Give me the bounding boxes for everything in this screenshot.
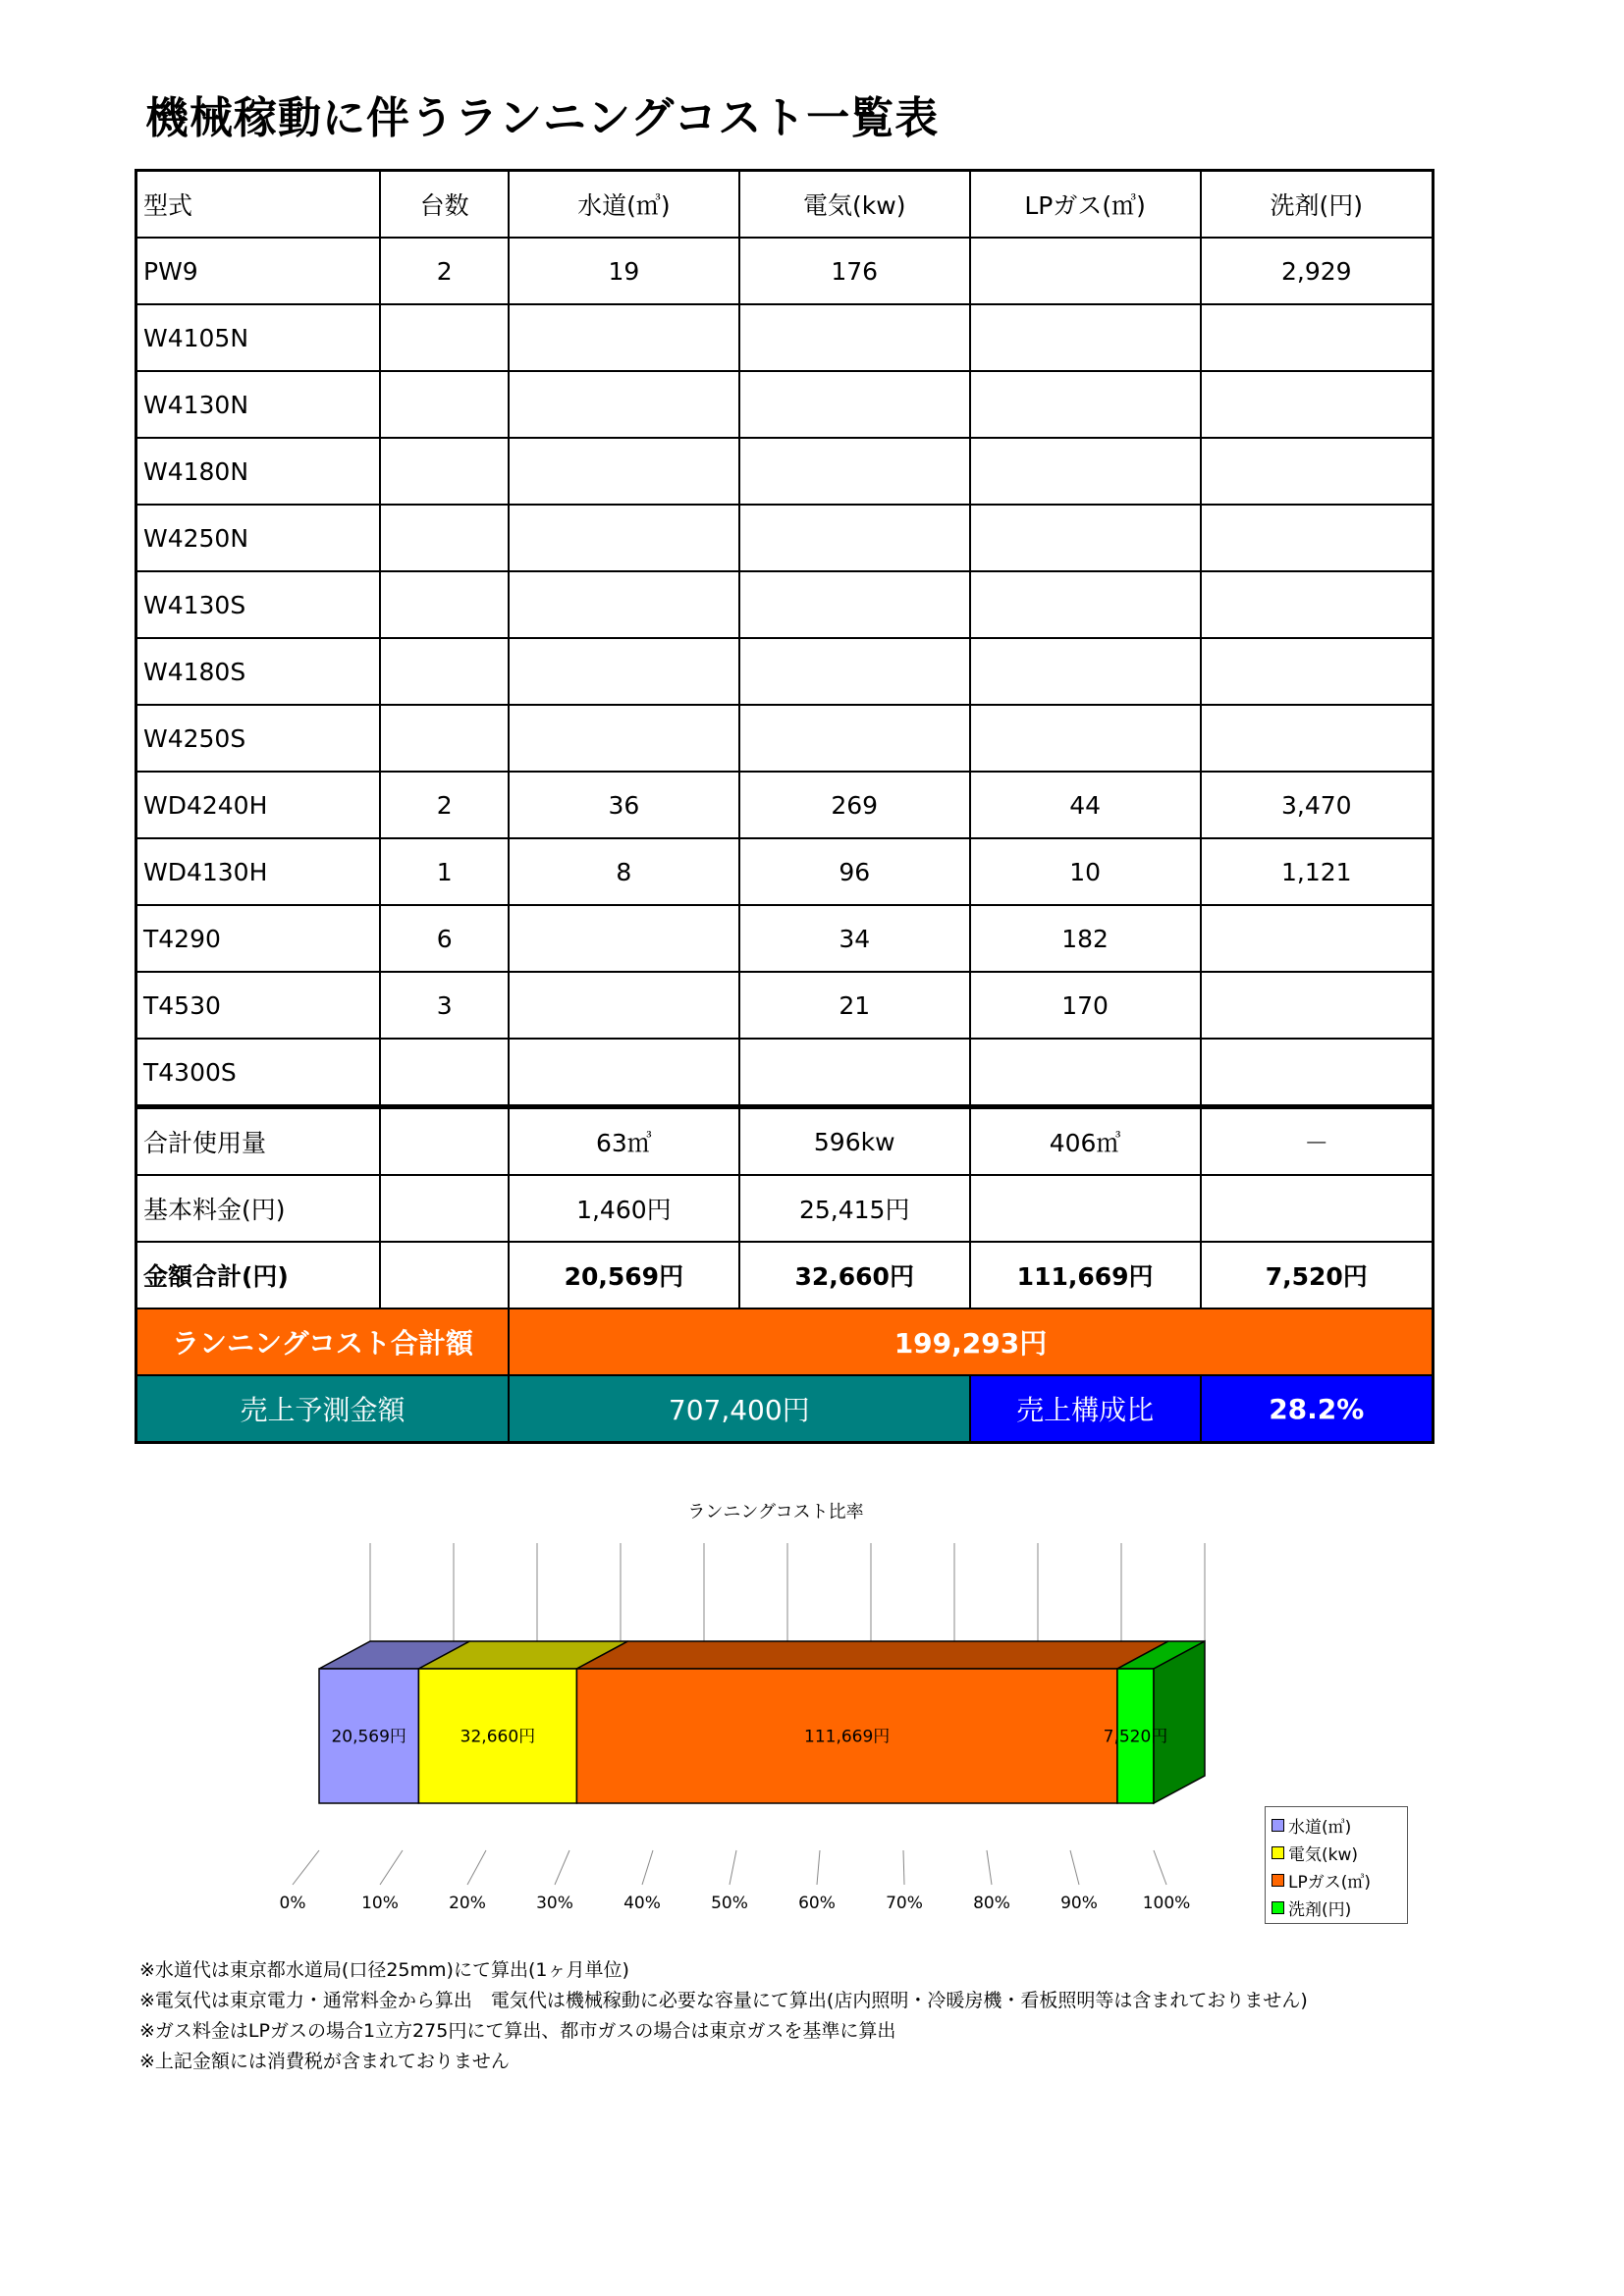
table-row [136,238,1434,304]
floor-gridline [293,1850,319,1885]
header-units: 台数 [380,171,508,239]
floor-gridline [730,1850,736,1885]
water-cell: 19 [509,238,739,304]
data-label: 7,520円 [1103,1727,1168,1747]
running-cost-label: ランニングコスト合計額 [136,1308,509,1375]
detergent-cell [1201,505,1434,571]
units-cell [380,371,508,438]
data-label: 32,660円 [460,1727,536,1747]
table-row [136,705,1434,772]
units-cell [380,438,508,505]
model-cell: W4130N [136,371,381,438]
tick-label: 80% [973,1894,1010,1913]
data-label: 111,669円 [804,1727,891,1747]
empty-cell [380,1242,508,1308]
header-model: 型式 [136,171,381,239]
base-fee-row [136,1175,1434,1242]
tick-label: 0% [279,1894,306,1913]
tick-label: 40% [623,1894,661,1913]
legend-swatch [1272,1874,1284,1887]
gas-cell [970,304,1201,371]
note-line: ※水道代は東京都水道局(口径25mm)にて算出(1ヶ月単位) [139,1959,629,1981]
water-cell [509,638,739,705]
water-cell [509,505,739,571]
sales-ratio-label: 売上構成比 [970,1375,1201,1443]
gas-cell [970,438,1201,505]
usage-row-electric: 596kw [739,1107,970,1176]
units-cell [380,1039,508,1107]
floor-gridline [817,1850,820,1885]
water-cell: 36 [509,772,739,838]
electric-cell [739,505,970,571]
detergent-cell [1201,438,1434,505]
electric-cell [739,705,970,772]
gas-cell: 10 [970,838,1201,905]
units-cell: 1 [380,838,508,905]
legend-item [1272,1811,1401,1839]
gas-cell: 182 [970,905,1201,972]
tick-label: 90% [1060,1894,1098,1913]
table-row [136,838,1434,905]
table-row [136,638,1434,705]
table-row [136,371,1434,438]
gas-cell [970,505,1201,571]
usage-row-detergent: － [1201,1107,1434,1176]
header-row [136,171,1434,239]
base-fee-row-gas [970,1175,1201,1242]
electric-cell: 269 [739,772,970,838]
electric-cell [739,1039,970,1107]
floor-gridline [903,1850,904,1885]
electric-cell [739,438,970,505]
units-cell: 3 [380,972,508,1039]
water-cell [509,1039,739,1107]
running-cost-row [136,1308,1434,1375]
total-amount-row-detergent: 7,520円 [1201,1242,1434,1308]
total-amount-row [136,1242,1434,1308]
detergent-cell [1201,1039,1434,1107]
model-cell: W4130S [136,571,381,638]
gas-cell: 44 [970,772,1201,838]
table-row [136,304,1434,371]
water-cell [509,304,739,371]
water-cell [509,371,739,438]
model-cell: W4180S [136,638,381,705]
floor-gridline [987,1850,992,1885]
tick-label: 70% [886,1894,923,1913]
floor-gridline [555,1850,569,1885]
header-water: 水道(㎥) [509,171,739,239]
units-cell [380,638,508,705]
tick-label: 100% [1142,1894,1191,1913]
model-cell: T4300S [136,1039,381,1107]
table-row [136,772,1434,838]
data-label: 20,569円 [331,1727,406,1747]
detergent-cell [1201,705,1434,772]
legend-item [1272,1839,1401,1866]
table-row [136,438,1434,505]
water-cell [509,705,739,772]
total-amount-row-electric: 32,660円 [739,1242,970,1308]
usage-row-gas: 406㎥ [970,1107,1201,1176]
floor-gridline [380,1850,403,1885]
units-cell [380,505,508,571]
model-cell: PW9 [136,238,381,304]
electric-cell: 34 [739,905,970,972]
table-row [136,505,1434,571]
floor-gridline [642,1850,653,1885]
chart-legend [1265,1806,1408,1924]
sales-row [136,1375,1434,1443]
detergent-cell: 1,121 [1201,838,1434,905]
note-line: ※上記金額には消費税が含まれておりません [139,2051,510,2072]
empty-cell [380,1175,508,1242]
electric-cell: 96 [739,838,970,905]
legend-swatch [1272,1846,1284,1859]
water-cell [509,905,739,972]
model-cell: WD4240H [136,772,381,838]
usage-row-water: 63㎥ [509,1107,739,1176]
note-line: ※ガス料金はLPガスの場合1立方275円にて算出、都市ガスの場合は東京ガスを基準に算出 [139,2020,896,2042]
legend-swatch [1272,1901,1284,1914]
detergent-cell: 3,470 [1201,772,1434,838]
detergent-cell [1201,972,1434,1039]
tick-label: 60% [798,1894,836,1913]
detergent-cell [1201,905,1434,972]
water-cell: 8 [509,838,739,905]
units-cell: 6 [380,905,508,972]
bar-top-face [576,1641,1168,1669]
units-cell: 2 [380,772,508,838]
bar-side-face [1154,1641,1205,1803]
tick-label: 10% [361,1894,399,1913]
base-fee-row-electric: 25,415円 [739,1175,970,1242]
tick-label: 50% [711,1894,748,1913]
header-electric: 電気(kw) [739,171,970,239]
total-amount-row-label: 金額合計(円) [136,1242,381,1308]
electric-cell: 21 [739,972,970,1039]
legend-item [1272,1894,1401,1921]
sales-ratio-value: 28.2% [1201,1375,1434,1443]
units-cell: 2 [380,238,508,304]
legend-label: 洗剤(円) [1288,1899,1352,1920]
header-detergent: 洗剤(円) [1201,171,1434,239]
table-row [136,571,1434,638]
running-cost-value: 199,293円 [509,1308,1434,1375]
detergent-cell [1201,371,1434,438]
floor-gridline [1154,1850,1166,1885]
sales-forecast-value: 707,400円 [509,1375,970,1443]
gas-cell [970,371,1201,438]
model-cell: W4180N [136,438,381,505]
detergent-cell [1201,638,1434,705]
running-cost-table [135,169,1435,1444]
model-cell: T4290 [136,905,381,972]
total-amount-row-gas: 111,669円 [970,1242,1201,1308]
gas-cell [970,638,1201,705]
gas-cell [970,1039,1201,1107]
total-amount-row-water: 20,569円 [509,1242,739,1308]
header-gas: LPガス(㎥) [970,171,1201,239]
table-row [136,972,1434,1039]
legend-label: 電気(kw) [1288,1844,1359,1865]
chart-title: ランニングコスト比率 [687,1502,864,1522]
gas-cell: 170 [970,972,1201,1039]
units-cell [380,705,508,772]
floor-gridline [1070,1850,1079,1885]
detergent-cell [1201,304,1434,371]
water-cell [509,571,739,638]
gas-cell [970,571,1201,638]
base-fee-row-label: 基本料金(円) [136,1175,381,1242]
legend-swatch [1272,1819,1284,1832]
legend-label: LPガス(㎥) [1288,1872,1371,1893]
legend-item [1272,1866,1401,1894]
table-row [136,905,1434,972]
electric-cell [739,571,970,638]
water-cell [509,972,739,1039]
tick-label: 30% [536,1894,573,1913]
table-row [136,1039,1434,1107]
water-cell [509,438,739,505]
floor-gridline [467,1850,486,1885]
model-cell: W4105N [136,304,381,371]
electric-cell [739,304,970,371]
empty-cell [380,1107,508,1176]
base-fee-row-water: 1,460円 [509,1175,739,1242]
sales-forecast-label: 売上予測金額 [136,1375,509,1443]
notes [139,1955,1308,2077]
gas-cell [970,238,1201,304]
usage-row [136,1107,1434,1176]
electric-cell [739,638,970,705]
legend-label: 水道(㎥) [1288,1817,1352,1838]
tick-label: 20% [449,1894,486,1913]
cost-ratio-chart [0,1472,1624,1944]
detergent-cell [1201,571,1434,638]
electric-cell [739,371,970,438]
gas-cell [970,705,1201,772]
page-title: 機械稼動に伴うランニングコスト一覧表 [145,93,940,143]
base-fee-row-detergent [1201,1175,1434,1242]
model-cell: WD4130H [136,838,381,905]
units-cell [380,571,508,638]
electric-cell: 176 [739,238,970,304]
model-cell: W4250S [136,705,381,772]
model-cell: T4530 [136,972,381,1039]
units-cell [380,304,508,371]
note-line: ※電気代は東京電力・通常料金から算出 電気代は機械稼動に必要な容量にて算出(店内照明・冷暖房機・看板照明等は含まれておりません) [139,1990,1308,2011]
model-cell: W4250N [136,505,381,571]
usage-row-label: 合計使用量 [136,1107,381,1176]
detergent-cell: 2,929 [1201,238,1434,304]
